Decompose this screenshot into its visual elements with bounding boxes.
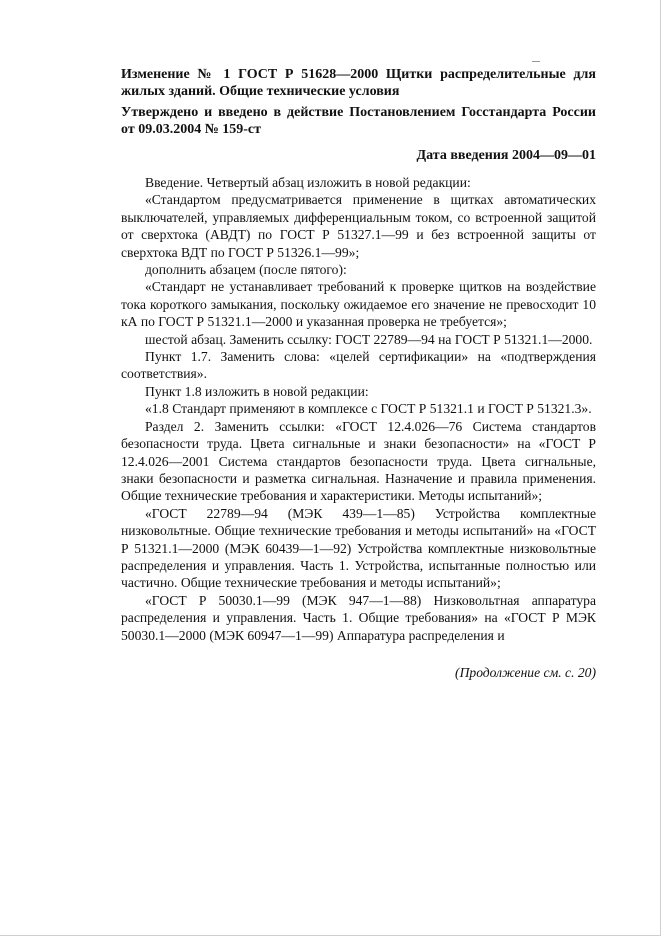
- continuation-note: (Продолжение см. с. 20): [455, 664, 596, 680]
- paragraph: Введение. Четвертый абзац изложить в новой редакции:: [145, 175, 471, 190]
- effective-date: Дата введения 2004—09—01: [416, 148, 596, 163]
- paragraph: шестой абзац. Заменить ссылку: ГОСТ 22789—94 на ГОСТ Р 51321.1—2000.: [145, 331, 593, 347]
- document-body: [121, 174, 596, 644]
- paragraph: «ГОСТ 22789—94 (МЭК 439—1—85) Устройства комплектные низковольтные. Общие технические требования и методы испытаний» на «ГОСТ Р 51321.1—2000 (МЭК 60439—1—92) Устройства комплектные низковольтные распределения и управления. Часть 1. Устройства, испытанные полностью или частично. Общие технические требования и методы испытаний»;: [121, 505, 596, 591]
- paragraph: Раздел 2. Заменить ссылки: «ГОСТ 12.4.026—76 Система стандартов безопасности труда. Цвета сигнальные и знаки безопасности» на «ГОСТ Р 12.4.026—2001 Система стандартов безопасности труда. Цвета сигнальные, знаки безопасности и разметка сигнальная. Назначение и правила применения. Общие технические требования и характеристики. Методы испытаний»;: [121, 418, 596, 504]
- amendment-title: Изменение № 1 ГОСТ Р 51628—2000 Щитки распределительные для жилых зданий. Общие технические условия: [121, 67, 596, 99]
- paragraph: Пункт 1.8 изложить в новой редакции:: [145, 383, 369, 399]
- scan-mark: [532, 61, 540, 62]
- paragraph: «Стандартом предусматривается применение в щитках автоматических выключателей, управляемых дифференциальным током, со встроенной защитой от сверхтока (АВДТ) по ГОСТ Р 51327.1—99 и без встроенной защиты от сверхтока ВДТ по ГОСТ Р 51326.1—99»;: [121, 192, 596, 260]
- approval-note: Утверждено и введено в действие Постановлением Госстандарта России от 09.03.2004 № 159-ст: [121, 105, 596, 137]
- paragraph: Пункт 1.7. Заменить слова: «целей сертификации» на «подтверждения соответствия».: [121, 349, 596, 382]
- paragraph: «Стандарт не устанавливает требований к проверке щитков на воздействие тока короткого замыкания, поскольку ожидаемое его значение не превосходит 10 кА по ГОСТ Р 51321.1—2000 и указанная проверка не требуется»;: [121, 279, 596, 330]
- document-content: [121, 66, 596, 681]
- paragraph: «ГОСТ Р 50030.1—99 (МЭК 947—1—88) Низковольтная аппаратура распределения и управления. Часть 1. Общие требования» на «ГОСТ Р МЭК 50030.1—2000 (МЭК 60947—1—99) Аппаратура распределения и: [121, 592, 596, 643]
- paragraph: «1.8 Стандарт применяют в комплексе с ГОСТ Р 51321.1 и ГОСТ Р 51321.3».: [145, 401, 592, 417]
- paragraph: дополнить абзацем (после пятого):: [145, 262, 347, 278]
